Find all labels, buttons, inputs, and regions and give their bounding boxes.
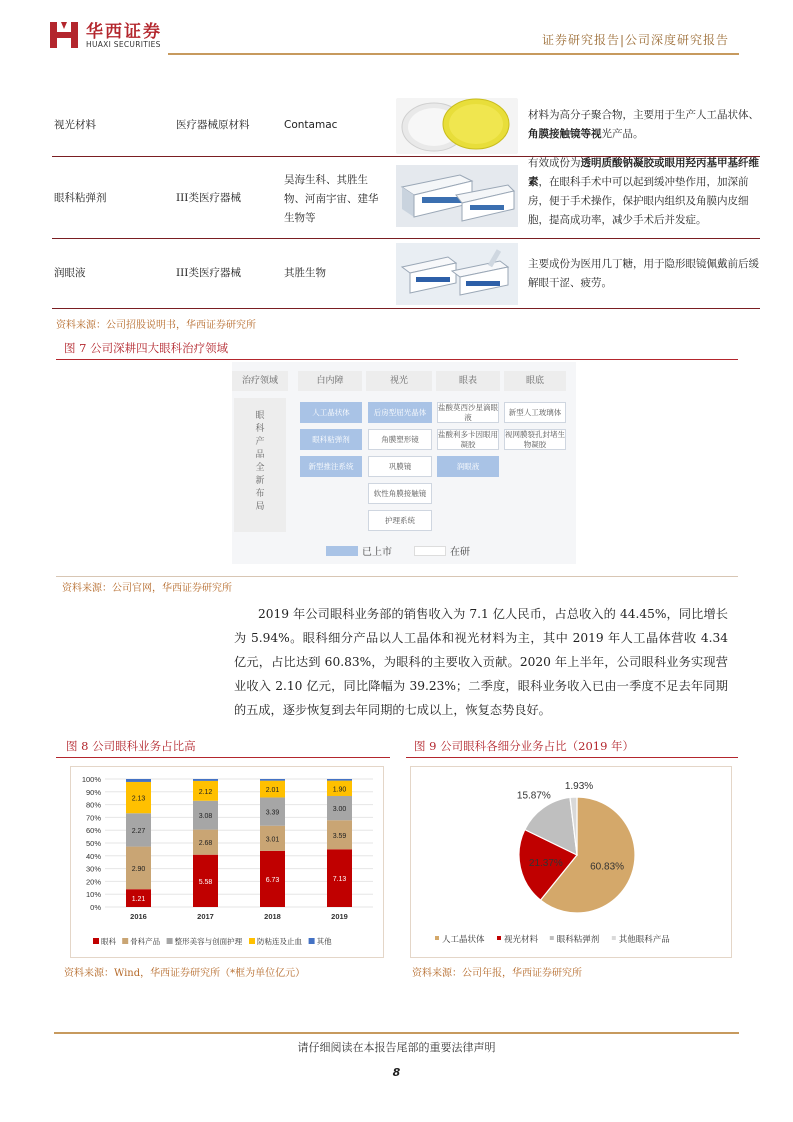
y-tick-label: 70% [85,813,101,823]
y-tick-label: 20% [85,877,101,887]
legend-swatch [93,938,99,944]
fig8-chart-frame [70,766,384,958]
y-tick-label: 50% [85,839,101,848]
product-category: 医疗器械原材料 [176,119,250,131]
diagram-header: 眼表 [436,371,500,391]
eye-drop-product-image [396,243,518,305]
legend-swatch [122,938,128,944]
lens-material-image [396,98,518,154]
bar-data-label: 3.39 [265,809,280,817]
y-tick-label: 0% [90,903,101,912]
legend-swatch-research [414,546,446,556]
fig8-stacked-bar-chart [71,767,383,957]
legend-label: 眼科 [101,937,116,946]
x-tick-label: 2018 [264,912,281,921]
logo-chinese-name: 华西证券 [86,22,162,42]
fig9-pie-chart [411,767,731,957]
fig9-source: 资料来源：公司年报，华西证券研究所 [412,968,582,979]
legend-swatch [435,936,439,940]
legend-label: 人工晶状体 [442,935,485,945]
header-divider [168,53,739,55]
fig8-title-divider [56,757,390,758]
legal-notice: 请仔细阅读在本报告尾部的重要法律声明 [297,1041,496,1054]
product-category: III类医疗器械 [176,192,241,204]
footer-divider [54,1032,739,1034]
y-tick-label: 40% [85,851,101,861]
product-description: 有效成份为透明质酸钠凝胶或眼用羟丙基甲基纤维素，在眼科手术中可以起到缓冲垫作用，加深前房，便于手术操作，保护眼内组织及角膜内皮细胞，提高成功率，减少手术后并发症。 [528,157,759,226]
fig9-title-divider [406,757,738,758]
diagram-cell: 护理系统 [368,510,432,531]
bar-segment [126,779,151,782]
pie-data-label: 21.37% [528,857,563,869]
y-tick-label: 80% [85,800,101,810]
product-company: Contamac [284,119,338,131]
legend-label: 整形美容与创面护理 [174,937,243,946]
table-row [52,94,760,157]
product-name: 视光材料 [54,119,96,131]
x-tick-label: 2019 [331,912,348,921]
report-type: 证券研究报告|公司深度研究报告 [541,33,729,47]
legend-label-research: 在研 [450,547,470,558]
legend-label: 眼科粘弹剂 [556,935,600,945]
fig7-title: 图 7 公司深耕四大眼科治疗领域 [64,341,229,355]
fig7-bottom-divider [56,576,738,577]
diagram-cell: 视网膜裂孔封堵生物凝胶 [505,430,565,449]
diagram-cell: 角膜塑形镜 [368,429,432,450]
logo-english-name: HUAXI SECURITIES [86,40,161,49]
bar-data-label: 5.58 [198,878,213,886]
product-description: 主要成份为医用几丁糖，用于隐形眼镜佩戴前后缓解眼干涩、疲劳。 [528,258,759,289]
legend-swatch [167,938,173,944]
diagram-cell: 软性角膜接触镜 [368,483,432,504]
fig7-source: 资料来源：公司官网，华西证券研究所 [62,583,232,594]
bar-data-label: 2.13 [131,795,146,803]
bar-data-label: 3.00 [332,806,347,814]
diagram-header: 治疗领域 [232,371,288,391]
bar-data-label: 3.01 [265,836,280,844]
table-source: 资料来源：公司招股说明书，华西证券研究所 [56,320,256,331]
diagram-header: 白内障 [298,371,362,391]
y-tick-label: 60% [85,826,101,836]
viscoelastic-product-image [396,165,518,227]
bar-data-label: 7.13 [332,876,347,884]
legend-swatch [309,938,315,944]
product-name: 眼科粘弹剂 [54,192,107,204]
x-tick-label: 2017 [197,912,214,921]
bar-data-label: 3.08 [198,813,213,821]
diagram-cell: 巩膜镜 [368,456,432,477]
diagram-cell: 人工晶状体 [300,402,362,423]
legend-label: 防粘连及止血 [257,937,302,946]
y-tick-label: 30% [85,864,101,874]
legend-swatch [249,938,255,944]
diagram-cell: 后房型屈光晶体 [368,402,432,423]
product-company: 昊海生科、其胜生物、河南宇宙、建华生物等 [284,174,379,224]
product-company: 其胜生物 [284,267,326,279]
fig8-source: 资料来源：Wind，华西证券研究所（*框为单位亿元） [64,968,306,979]
bar-data-label: 1.90 [332,786,347,794]
fig8-title: 图 8 公司眼科业务占比高 [66,739,196,753]
fig7-diagram [232,362,576,564]
product-name: 润眼液 [54,267,86,279]
diagram-cell: 润眼液 [437,456,499,477]
legend-label: 骨科产品 [130,937,161,946]
pie-data-label: 60.83% [590,861,625,873]
bar-data-label: 2.12 [198,788,213,796]
bar-segment [260,779,285,781]
bar-data-label: 6.73 [265,876,280,884]
pie-data-label: 15.87% [516,790,551,802]
legend-swatch [550,936,554,940]
legend-swatch [612,936,616,940]
y-tick-label: 10% [85,890,101,900]
legend-label: 其他眼科产品 [618,935,670,945]
diagram-cell: 新型人工玻璃体 [504,402,566,423]
bar-segment [327,779,352,781]
fig9-chart-frame [410,766,732,958]
page-number: 8 [392,1066,401,1079]
fig9-title: 图 9 公司眼科各细分业务占比（2019 年） [414,739,635,753]
bar-data-label: 2.27 [131,827,146,835]
legend-swatch-listed [326,546,358,556]
legend-label: 视光材料 [504,935,539,945]
legend-label-listed: 已上市 [362,547,392,558]
legend-swatch [497,936,501,940]
diagram-header: 眼底 [504,371,566,391]
x-tick-label: 2016 [130,912,147,921]
legend-label: 其他 [316,937,332,946]
bar-data-label: 1.21 [131,896,146,904]
bar-segment [193,779,218,781]
diagram-cell: 盐酸利多卡因眼用凝胶 [438,430,498,449]
pie-data-label: 1.93% [564,781,594,792]
product-category: III类医疗器械 [176,267,241,279]
diagram-cell: 盐酸莫西沙星滴眼液 [438,403,498,422]
bar-data-label: 2.01 [265,787,280,795]
diagram-cell: 眼科粘弹剂 [300,429,362,450]
diagram-header: 视光 [366,371,432,391]
fig7-title-divider [56,359,738,360]
product-description: 材料为高分子聚合物，主要用于生产人工晶状体、角膜接触镜等视光产品。 [528,109,759,140]
bar-data-label: 2.68 [198,840,213,848]
diagram-row-label: 眼科产品全新布局 [234,398,286,532]
table-row [52,157,760,239]
huaxi-logo-icon [50,22,78,48]
y-tick-label: 90% [85,787,101,797]
table-row [52,239,760,309]
y-tick-label: 100% [81,775,101,784]
diagram-cell: 新型推注系统 [300,456,362,477]
bar-data-label: 2.90 [131,865,146,873]
bar-data-label: 3.59 [332,832,347,840]
body-paragraph: 2019 年公司眼科业务部的销售收入为 7.1 亿人民币，占总收入的 44.45%，同比增长为 5.94%。眼科细分产品以人工晶体和视光材料为主，其中 2019 年人工晶体营收 4.34 亿元，占比达到 60.83%，为眼科的主要收入贡献。2020 年上半年，公司眼科业务实现营业收入 2.10 亿元，同比降幅为 39.23%；二季度，眼科业务收入已由一季度不足去年同期的五成，逐步恢复到去年同期的七成以上，恢复态势良好。 [234,607,728,717]
